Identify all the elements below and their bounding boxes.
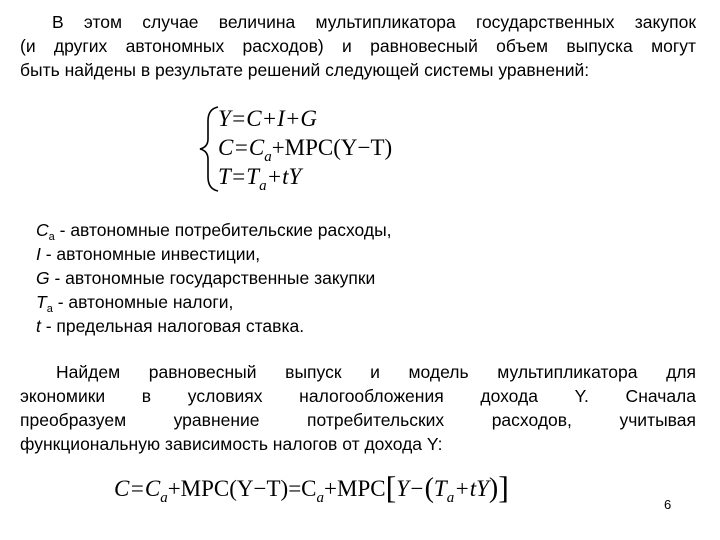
left-bracket: [ bbox=[385, 469, 397, 505]
definition-t: t - предельная налоговая ставка. bbox=[36, 316, 305, 336]
definition-ca: $C_a$ - автономные потребительские расходы, bbox=[36, 220, 392, 243]
body-paragraph bbox=[20, 360, 696, 456]
body-line-1: Найдем равновесный выпуск и модель мультипликатора для bbox=[56, 362, 696, 382]
definition-ta: $T_a$ - автономные налоги, bbox=[36, 292, 234, 315]
right-bracket: ] bbox=[498, 469, 509, 505]
intro-line-3: быть найдены в результате решений следующей системы уравнений: bbox=[20, 60, 590, 80]
intro-paragraph bbox=[20, 10, 696, 82]
right-paren: ) bbox=[488, 473, 499, 504]
page-number: 6 bbox=[664, 497, 672, 512]
body-line-2: экономики в условиях налогообложения дохода Y. Сначала bbox=[20, 386, 696, 406]
equation-3: $T=T_a+tY$ bbox=[218, 164, 302, 194]
intro-line-1: В этом случае величина мультипликатора государственных закупок bbox=[52, 12, 696, 32]
definition-g: G - автономные государственные закупки bbox=[36, 268, 376, 288]
equation-1: Y=C+I+G bbox=[218, 106, 317, 131]
body-line-4: функциональную зависимость налогов от дохода Y: bbox=[20, 434, 443, 454]
equation-2: $C=C_a+MPC(Y-T)$ bbox=[218, 135, 393, 165]
intro-line-2: (и других автономных расходов) и равновесный объем выпуска могут bbox=[20, 36, 696, 56]
left-paren: ( bbox=[424, 473, 434, 504]
definition-i: I - автономные инвестиции, bbox=[36, 244, 261, 264]
body-line-3: преобразуем уравнение потребительских расходов, учитывая bbox=[20, 410, 696, 430]
consumption-formula: $C=C_a+MPC(Y-T)=C_a+MPC[Y-(T_a+tY)]$ bbox=[114, 469, 509, 506]
